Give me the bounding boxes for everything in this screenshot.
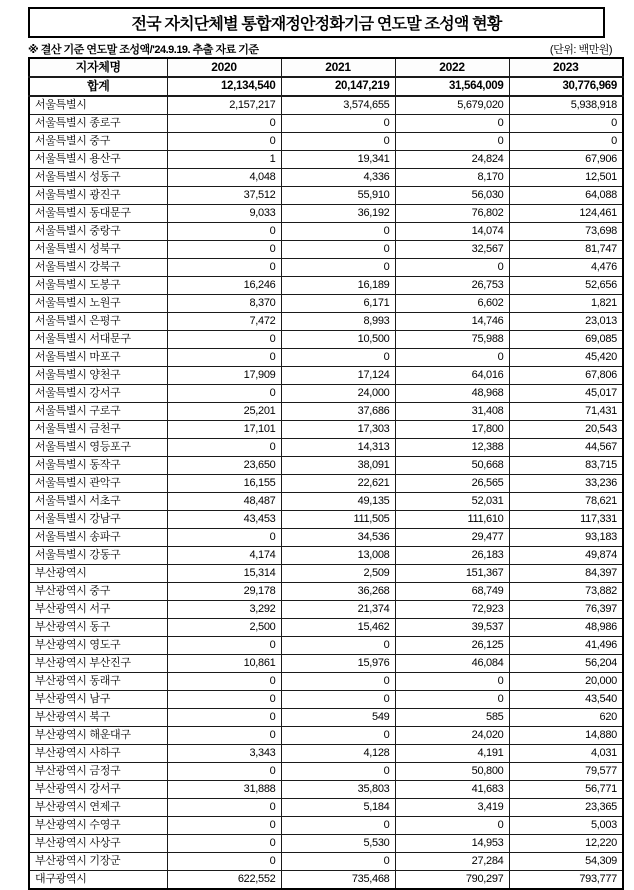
table-row xyxy=(29,691,623,709)
table-row xyxy=(29,403,623,421)
value-cell: 0 xyxy=(281,259,395,277)
value-cell: 27,284 xyxy=(395,853,509,871)
region-name-cell: 부산광역시 사하구 xyxy=(29,745,167,763)
value-cell: 26,753 xyxy=(395,277,509,295)
table-row xyxy=(29,313,623,331)
region-name-cell: 부산광역시 연제구 xyxy=(29,799,167,817)
value-cell: 0 xyxy=(281,763,395,781)
total-value-2022: 31,564,009 xyxy=(395,77,509,96)
value-cell: 5,003 xyxy=(509,817,623,835)
value-cell: 79,577 xyxy=(509,763,623,781)
value-cell: 32,567 xyxy=(395,241,509,259)
value-cell: 0 xyxy=(167,637,281,655)
region-name-cell: 서울특별시 노원구 xyxy=(29,295,167,313)
table-row xyxy=(29,673,623,691)
value-cell: 68,749 xyxy=(395,583,509,601)
value-cell: 0 xyxy=(167,439,281,457)
value-cell: 4,336 xyxy=(281,169,395,187)
value-cell: 14,313 xyxy=(281,439,395,457)
table-row xyxy=(29,96,623,115)
region-name-cell: 서울특별시 강서구 xyxy=(29,385,167,403)
value-cell: 0 xyxy=(281,133,395,151)
value-cell: 16,189 xyxy=(281,277,395,295)
value-cell: 55,910 xyxy=(281,187,395,205)
value-cell: 14,953 xyxy=(395,835,509,853)
region-name-cell: 서울특별시 종로구 xyxy=(29,115,167,133)
total-value-2023: 30,776,969 xyxy=(509,77,623,96)
value-cell: 14,746 xyxy=(395,313,509,331)
value-cell: 21,374 xyxy=(281,601,395,619)
value-cell: 24,020 xyxy=(395,727,509,745)
value-cell: 0 xyxy=(167,799,281,817)
value-cell: 1,821 xyxy=(509,295,623,313)
table-row xyxy=(29,241,623,259)
value-cell: 23,013 xyxy=(509,313,623,331)
value-cell: 31,408 xyxy=(395,403,509,421)
table-row xyxy=(29,511,623,529)
value-cell: 111,610 xyxy=(395,511,509,529)
table-row xyxy=(29,763,623,781)
table-row xyxy=(29,871,623,890)
region-name-cell: 서울특별시 용산구 xyxy=(29,151,167,169)
value-cell: 585 xyxy=(395,709,509,727)
value-cell: 14,074 xyxy=(395,223,509,241)
region-name-cell: 부산광역시 중구 xyxy=(29,583,167,601)
value-cell: 0 xyxy=(281,637,395,655)
table-row xyxy=(29,349,623,367)
value-cell: 0 xyxy=(167,763,281,781)
value-cell: 50,800 xyxy=(395,763,509,781)
table-row xyxy=(29,439,623,457)
region-name-cell: 서울특별시 중구 xyxy=(29,133,167,151)
value-cell: 12,501 xyxy=(509,169,623,187)
value-cell: 0 xyxy=(167,133,281,151)
region-name-cell: 서울특별시 은평구 xyxy=(29,313,167,331)
value-cell: 64,088 xyxy=(509,187,623,205)
value-cell: 8,370 xyxy=(167,295,281,313)
value-cell: 117,331 xyxy=(509,511,623,529)
table-row xyxy=(29,457,623,475)
region-name-cell: 서울특별시 금천구 xyxy=(29,421,167,439)
value-cell: 67,906 xyxy=(509,151,623,169)
value-cell: 0 xyxy=(395,673,509,691)
value-cell: 0 xyxy=(281,853,395,871)
value-cell: 43,540 xyxy=(509,691,623,709)
table-row xyxy=(29,169,623,187)
header-row xyxy=(29,58,623,77)
region-name-cell: 부산광역시 북구 xyxy=(29,709,167,727)
value-cell: 4,031 xyxy=(509,745,623,763)
region-name-cell: 서울특별시 영등포구 xyxy=(29,439,167,457)
value-cell: 0 xyxy=(281,817,395,835)
value-cell: 93,183 xyxy=(509,529,623,547)
value-cell: 15,462 xyxy=(281,619,395,637)
value-cell: 3,343 xyxy=(167,745,281,763)
value-cell: 14,880 xyxy=(509,727,623,745)
value-cell: 48,986 xyxy=(509,619,623,637)
value-cell: 0 xyxy=(395,817,509,835)
value-cell: 549 xyxy=(281,709,395,727)
table-row xyxy=(29,655,623,673)
value-cell: 4,128 xyxy=(281,745,395,763)
table-row xyxy=(29,583,623,601)
value-cell: 20,000 xyxy=(509,673,623,691)
value-cell: 26,183 xyxy=(395,547,509,565)
value-cell: 36,192 xyxy=(281,205,395,223)
value-cell: 9,033 xyxy=(167,205,281,223)
region-name-cell: 부산광역시 동구 xyxy=(29,619,167,637)
value-cell: 38,091 xyxy=(281,457,395,475)
value-cell: 0 xyxy=(167,259,281,277)
table-row xyxy=(29,115,623,133)
value-cell: 29,477 xyxy=(395,529,509,547)
value-cell: 1 xyxy=(167,151,281,169)
value-cell: 0 xyxy=(281,349,395,367)
value-cell: 26,565 xyxy=(395,475,509,493)
region-name-cell: 서울특별시 동작구 xyxy=(29,457,167,475)
column-header-2020: 2020 xyxy=(167,58,281,77)
value-cell: 5,184 xyxy=(281,799,395,817)
value-cell: 4,174 xyxy=(167,547,281,565)
value-cell: 43,453 xyxy=(167,511,281,529)
value-cell: 793,777 xyxy=(509,871,623,890)
table-row xyxy=(29,421,623,439)
report-title-box xyxy=(28,7,605,38)
value-cell: 39,537 xyxy=(395,619,509,637)
value-cell: 12,220 xyxy=(509,835,623,853)
value-cell: 0 xyxy=(395,691,509,709)
region-name-cell: 부산광역시 남구 xyxy=(29,691,167,709)
table-row xyxy=(29,295,623,313)
value-cell: 735,468 xyxy=(281,871,395,890)
value-cell: 73,882 xyxy=(509,583,623,601)
region-name-cell: 서울특별시 구로구 xyxy=(29,403,167,421)
region-name-cell: 부산광역시 기장군 xyxy=(29,853,167,871)
value-cell: 71,431 xyxy=(509,403,623,421)
table-row xyxy=(29,709,623,727)
region-name-cell: 서울특별시 성북구 xyxy=(29,241,167,259)
value-cell: 151,367 xyxy=(395,565,509,583)
region-name-cell: 서울특별시 강동구 xyxy=(29,547,167,565)
value-cell: 24,000 xyxy=(281,385,395,403)
value-cell: 620 xyxy=(509,709,623,727)
value-cell: 17,909 xyxy=(167,367,281,385)
table-row xyxy=(29,493,623,511)
value-cell: 8,993 xyxy=(281,313,395,331)
total-label: 합계 xyxy=(29,77,167,96)
table-row xyxy=(29,133,623,151)
value-cell: 36,268 xyxy=(281,583,395,601)
region-name-cell: 부산광역시 수영구 xyxy=(29,817,167,835)
value-cell: 12,388 xyxy=(395,439,509,457)
table-row xyxy=(29,565,623,583)
value-cell: 16,246 xyxy=(167,277,281,295)
value-cell: 34,536 xyxy=(281,529,395,547)
value-cell: 15,314 xyxy=(167,565,281,583)
region-name-cell: 서울특별시 동대문구 xyxy=(29,205,167,223)
table-row xyxy=(29,331,623,349)
unit-label: (단위: 백만원) xyxy=(549,44,612,56)
value-cell: 19,341 xyxy=(281,151,395,169)
value-cell: 5,938,918 xyxy=(509,96,623,115)
value-cell: 5,679,020 xyxy=(395,96,509,115)
table-row xyxy=(29,187,623,205)
column-header-2021: 2021 xyxy=(281,58,395,77)
table-row xyxy=(29,223,623,241)
value-cell: 2,500 xyxy=(167,619,281,637)
value-cell: 15,976 xyxy=(281,655,395,673)
value-cell: 4,476 xyxy=(509,259,623,277)
value-cell: 52,656 xyxy=(509,277,623,295)
value-cell: 6,602 xyxy=(395,295,509,313)
value-cell: 0 xyxy=(167,349,281,367)
value-cell: 0 xyxy=(167,835,281,853)
fund-table xyxy=(28,57,624,890)
value-cell: 0 xyxy=(167,241,281,259)
region-name-cell: 서울특별시 송파구 xyxy=(29,529,167,547)
value-cell: 67,806 xyxy=(509,367,623,385)
value-cell: 4,191 xyxy=(395,745,509,763)
table-row xyxy=(29,367,623,385)
value-cell: 0 xyxy=(395,133,509,151)
value-cell: 0 xyxy=(281,673,395,691)
region-name-cell: 서울특별시 xyxy=(29,96,167,115)
value-cell: 37,686 xyxy=(281,403,395,421)
value-cell: 83,715 xyxy=(509,457,623,475)
region-name-cell: 서울특별시 강남구 xyxy=(29,511,167,529)
value-cell: 84,397 xyxy=(509,565,623,583)
value-cell: 56,771 xyxy=(509,781,623,799)
value-cell: 0 xyxy=(167,709,281,727)
region-name-cell: 부산광역시 서구 xyxy=(29,601,167,619)
value-cell: 56,030 xyxy=(395,187,509,205)
region-name-cell: 부산광역시 금정구 xyxy=(29,763,167,781)
value-cell: 46,084 xyxy=(395,655,509,673)
value-cell: 26,125 xyxy=(395,637,509,655)
value-cell: 0 xyxy=(281,241,395,259)
value-cell: 0 xyxy=(167,691,281,709)
value-cell: 33,236 xyxy=(509,475,623,493)
value-cell: 45,017 xyxy=(509,385,623,403)
value-cell: 0 xyxy=(281,727,395,745)
value-cell: 7,472 xyxy=(167,313,281,331)
value-cell: 0 xyxy=(281,223,395,241)
value-cell: 49,874 xyxy=(509,547,623,565)
value-cell: 37,512 xyxy=(167,187,281,205)
value-cell: 64,016 xyxy=(395,367,509,385)
value-cell: 54,309 xyxy=(509,853,623,871)
table-row xyxy=(29,529,623,547)
value-cell: 41,683 xyxy=(395,781,509,799)
value-cell: 10,861 xyxy=(167,655,281,673)
value-cell: 20,543 xyxy=(509,421,623,439)
value-cell: 22,621 xyxy=(281,475,395,493)
region-name-cell: 서울특별시 도봉구 xyxy=(29,277,167,295)
value-cell: 0 xyxy=(395,259,509,277)
value-cell: 3,574,655 xyxy=(281,96,395,115)
value-cell: 23,650 xyxy=(167,457,281,475)
basis-note: ※ 결산 기준 연도말 조성액/'24.9.19. 추출 자료 기준 xyxy=(28,44,259,56)
value-cell: 0 xyxy=(395,115,509,133)
value-cell: 0 xyxy=(167,385,281,403)
region-name-cell: 서울특별시 양천구 xyxy=(29,367,167,385)
value-cell: 56,204 xyxy=(509,655,623,673)
value-cell: 48,487 xyxy=(167,493,281,511)
value-cell: 5,530 xyxy=(281,835,395,853)
value-cell: 69,085 xyxy=(509,331,623,349)
region-name-cell: 대구광역시 xyxy=(29,871,167,890)
value-cell: 0 xyxy=(167,115,281,133)
value-cell: 0 xyxy=(395,349,509,367)
value-cell: 17,800 xyxy=(395,421,509,439)
value-cell: 0 xyxy=(167,853,281,871)
value-cell: 2,509 xyxy=(281,565,395,583)
value-cell: 10,500 xyxy=(281,331,395,349)
table-row xyxy=(29,601,623,619)
value-cell: 17,101 xyxy=(167,421,281,439)
region-name-cell: 부산광역시 영도구 xyxy=(29,637,167,655)
value-cell: 49,135 xyxy=(281,493,395,511)
meta-row xyxy=(28,41,612,57)
value-cell: 0 xyxy=(167,673,281,691)
table-row xyxy=(29,853,623,871)
value-cell: 17,303 xyxy=(281,421,395,439)
value-cell: 0 xyxy=(167,817,281,835)
total-value-2020: 12,134,540 xyxy=(167,77,281,96)
value-cell: 50,668 xyxy=(395,457,509,475)
value-cell: 16,155 xyxy=(167,475,281,493)
value-cell: 52,031 xyxy=(395,493,509,511)
value-cell: 24,824 xyxy=(395,151,509,169)
value-cell: 8,170 xyxy=(395,169,509,187)
table-row xyxy=(29,205,623,223)
value-cell: 17,124 xyxy=(281,367,395,385)
region-name-cell: 서울특별시 광진구 xyxy=(29,187,167,205)
value-cell: 78,621 xyxy=(509,493,623,511)
table-header xyxy=(29,58,623,77)
value-cell: 0 xyxy=(167,223,281,241)
value-cell: 75,988 xyxy=(395,331,509,349)
table-row xyxy=(29,727,623,745)
table-row xyxy=(29,547,623,565)
column-header-region: 지자체명 xyxy=(29,58,167,77)
value-cell: 0 xyxy=(167,331,281,349)
table-row xyxy=(29,781,623,799)
value-cell: 48,968 xyxy=(395,385,509,403)
table-row xyxy=(29,799,623,817)
value-cell: 45,420 xyxy=(509,349,623,367)
value-cell: 73,698 xyxy=(509,223,623,241)
table-body xyxy=(29,96,623,889)
value-cell: 0 xyxy=(167,529,281,547)
region-name-cell: 부산광역시 xyxy=(29,565,167,583)
table-row xyxy=(29,259,623,277)
value-cell: 790,297 xyxy=(395,871,509,890)
table-row xyxy=(29,637,623,655)
table-row xyxy=(29,277,623,295)
value-cell: 41,496 xyxy=(509,637,623,655)
region-name-cell: 서울특별시 서대문구 xyxy=(29,331,167,349)
region-name-cell: 부산광역시 부산진구 xyxy=(29,655,167,673)
table-row xyxy=(29,817,623,835)
region-name-cell: 서울특별시 서초구 xyxy=(29,493,167,511)
column-header-2023: 2023 xyxy=(509,58,623,77)
value-cell: 0 xyxy=(167,727,281,745)
column-header-2022: 2022 xyxy=(395,58,509,77)
value-cell: 44,567 xyxy=(509,439,623,457)
total-row xyxy=(29,77,623,96)
value-cell: 29,178 xyxy=(167,583,281,601)
region-name-cell: 서울특별시 성동구 xyxy=(29,169,167,187)
value-cell: 31,888 xyxy=(167,781,281,799)
value-cell: 622,552 xyxy=(167,871,281,890)
value-cell: 23,365 xyxy=(509,799,623,817)
table-row xyxy=(29,385,623,403)
report-title: 전국 자치단체별 통합재정안정화기금 연도말 조성액 현황 xyxy=(131,16,502,33)
region-name-cell: 부산광역시 동래구 xyxy=(29,673,167,691)
value-cell: 25,201 xyxy=(167,403,281,421)
region-name-cell: 서울특별시 관악구 xyxy=(29,475,167,493)
total-value-2021: 20,147,219 xyxy=(281,77,395,96)
table-row xyxy=(29,475,623,493)
value-cell: 0 xyxy=(509,133,623,151)
value-cell: 3,292 xyxy=(167,601,281,619)
value-cell: 0 xyxy=(281,691,395,709)
region-name-cell: 부산광역시 사상구 xyxy=(29,835,167,853)
value-cell: 35,803 xyxy=(281,781,395,799)
table-row xyxy=(29,835,623,853)
value-cell: 3,419 xyxy=(395,799,509,817)
value-cell: 6,171 xyxy=(281,295,395,313)
region-name-cell: 서울특별시 중랑구 xyxy=(29,223,167,241)
table-row xyxy=(29,745,623,763)
value-cell: 2,157,217 xyxy=(167,96,281,115)
value-cell: 72,923 xyxy=(395,601,509,619)
value-cell: 111,505 xyxy=(281,511,395,529)
value-cell: 81,747 xyxy=(509,241,623,259)
value-cell: 76,397 xyxy=(509,601,623,619)
region-name-cell: 부산광역시 강서구 xyxy=(29,781,167,799)
region-name-cell: 서울특별시 마포구 xyxy=(29,349,167,367)
region-name-cell: 부산광역시 해운대구 xyxy=(29,727,167,745)
table-row xyxy=(29,151,623,169)
value-cell: 76,802 xyxy=(395,205,509,223)
value-cell: 0 xyxy=(509,115,623,133)
value-cell: 0 xyxy=(281,115,395,133)
table-row xyxy=(29,619,623,637)
value-cell: 13,008 xyxy=(281,547,395,565)
value-cell: 124,461 xyxy=(509,205,623,223)
value-cell: 4,048 xyxy=(167,169,281,187)
region-name-cell: 서울특별시 강북구 xyxy=(29,259,167,277)
